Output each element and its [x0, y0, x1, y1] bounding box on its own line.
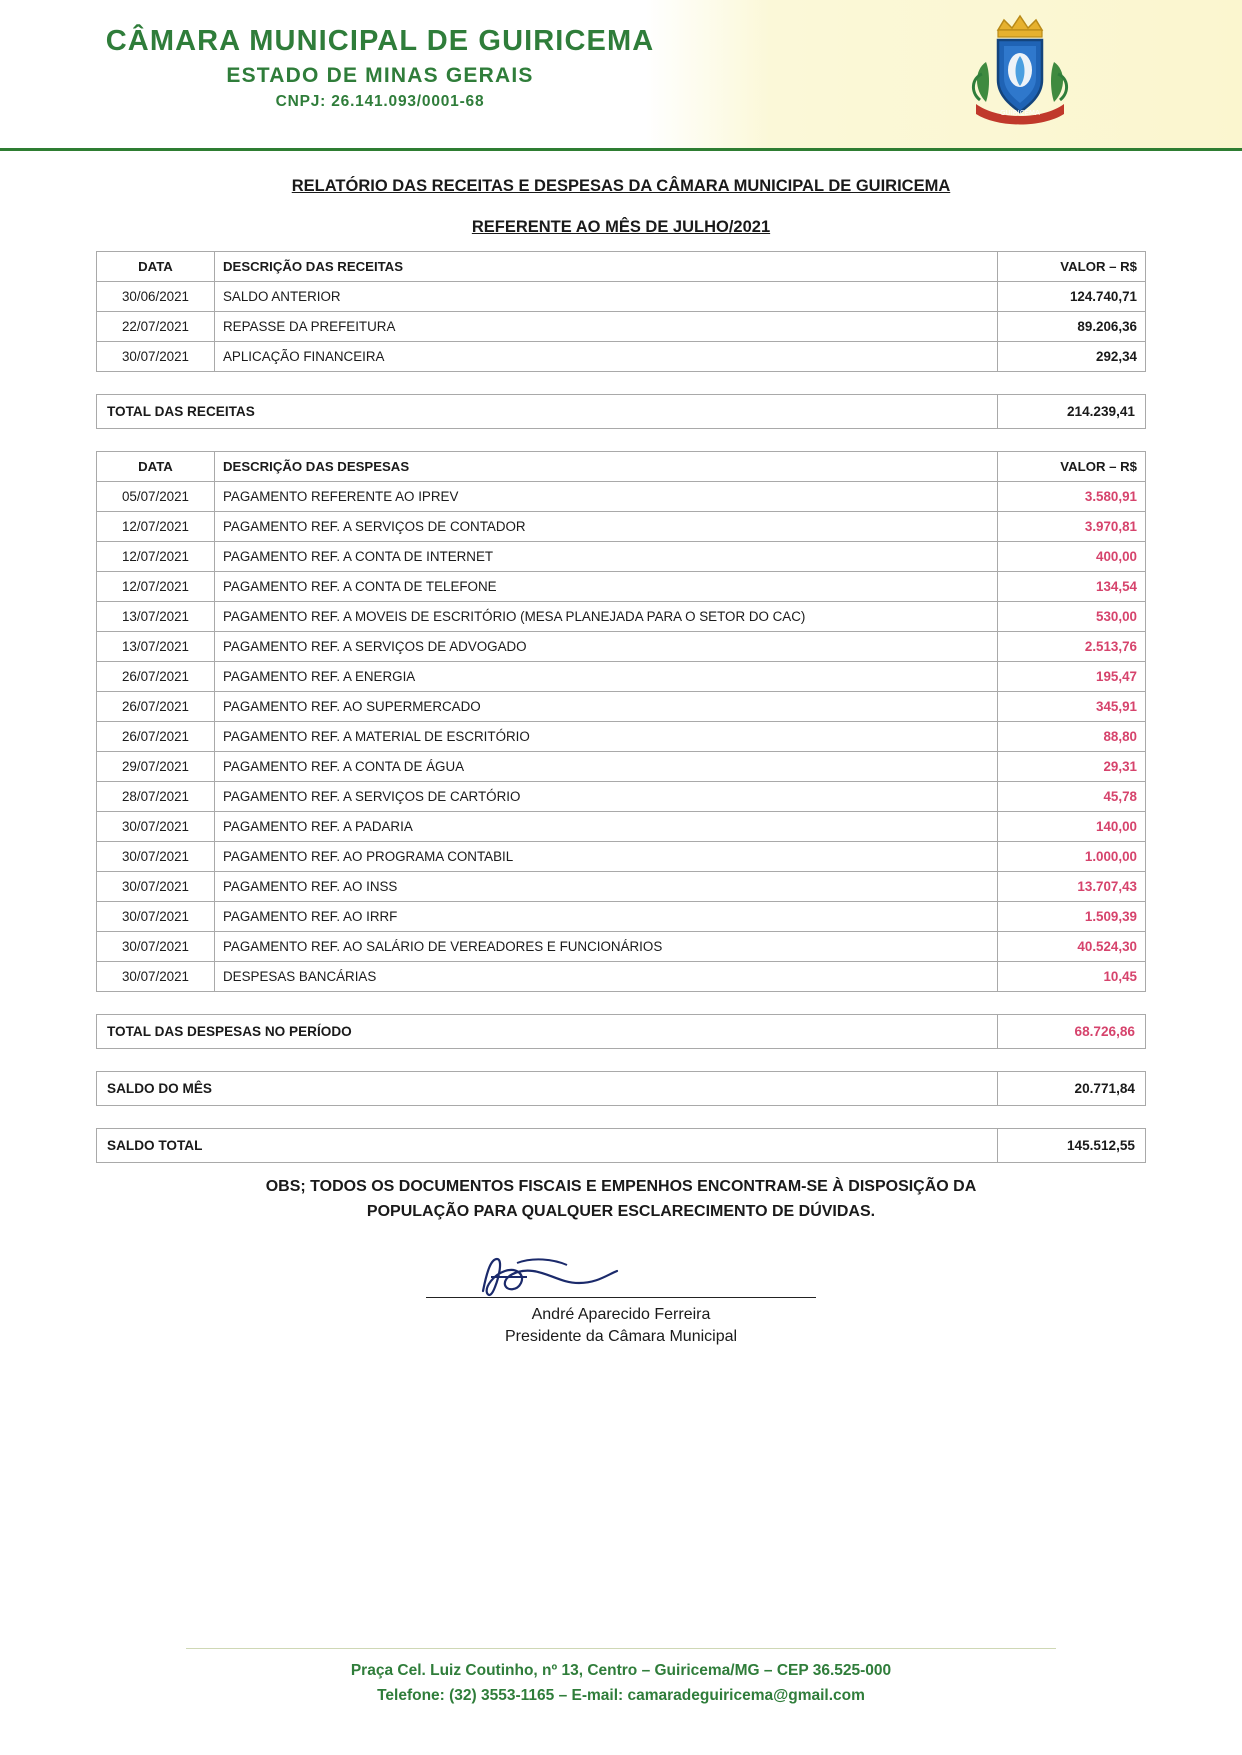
expenses-total-box	[96, 1014, 1146, 1049]
expense-desc: PAGAMENTO REF. A PADARIA	[215, 812, 998, 842]
letterhead	[0, 0, 1242, 151]
expense-date: 28/07/2021	[97, 782, 215, 812]
expense-date: 29/07/2021	[97, 752, 215, 782]
page-footer	[0, 1648, 1242, 1709]
table-row	[97, 872, 1146, 902]
total-balance-label: SALDO TOTAL	[97, 1129, 998, 1163]
table-row	[97, 395, 1146, 429]
expense-date: 13/07/2021	[97, 602, 215, 632]
total-balance-value: 145.512,55	[998, 1129, 1146, 1163]
expense-desc: PAGAMENTO REF. AO SUPERMERCADO	[215, 692, 998, 722]
observation-block	[96, 1175, 1146, 1225]
revenues-col-value: VALOR – R$	[998, 252, 1146, 282]
organization-state: ESTADO DE MINAS GERAIS	[226, 63, 534, 87]
table-row	[97, 602, 1146, 632]
expense-date: 30/07/2021	[97, 872, 215, 902]
revenue-desc: SALDO ANTERIOR	[215, 282, 998, 312]
expense-desc: PAGAMENTO REF. AO PROGRAMA CONTABIL	[215, 842, 998, 872]
expense-date: 12/07/2021	[97, 512, 215, 542]
expense-value: 400,00	[998, 542, 1146, 572]
expense-desc: PAGAMENTO REF. A CONTA DE TELEFONE	[215, 572, 998, 602]
expenses-col-desc: DESCRIÇÃO DAS DESPESAS	[215, 452, 998, 482]
table-row	[97, 662, 1146, 692]
expense-date: 30/07/2021	[97, 962, 215, 992]
table-row	[97, 1129, 1146, 1163]
signatory-role: Presidente da Câmara Municipal	[504, 1327, 738, 1345]
expense-value: 1.509,39	[998, 902, 1146, 932]
table-row	[97, 752, 1146, 782]
expense-desc: PAGAMENTO REF. A SERVIÇOS DE CONTADOR	[215, 512, 998, 542]
expense-desc: PAGAMENTO REF. A CONTA DE ÁGUA	[215, 752, 998, 782]
month-balance-value: 20.771,84	[998, 1072, 1146, 1106]
expense-desc: PAGAMENTO REF. A MOVEIS DE ESCRITÓRIO (MESA PLANEJADA PARA O SETOR DO CAC)	[215, 602, 998, 632]
revenues-header-row	[97, 252, 1146, 282]
revenues-col-desc: DESCRIÇÃO DAS RECEITAS	[215, 252, 998, 282]
expense-value: 140,00	[998, 812, 1146, 842]
organization-cnpj: CNPJ: 26.141.093/0001-68	[275, 92, 485, 110]
revenue-value: 124.740,71	[998, 282, 1146, 312]
report-title: RELATÓRIO DAS RECEITAS E DESPESAS DA CÂMARA MUNICIPAL DE GUIRICEMA	[291, 177, 951, 195]
revenues-total-box	[96, 394, 1146, 429]
svg-text:GUIRICEMA: GUIRICEMA	[1000, 109, 1040, 117]
expense-date: 30/07/2021	[97, 812, 215, 842]
table-row	[97, 312, 1146, 342]
expense-value: 1.000,00	[998, 842, 1146, 872]
table-row	[97, 282, 1146, 312]
table-row	[97, 572, 1146, 602]
revenue-desc: APLICAÇÃO FINANCEIRA	[215, 342, 998, 372]
revenue-date: 30/07/2021	[97, 342, 215, 372]
expense-desc: PAGAMENTO REF. A SERVIÇOS DE CARTÓRIO	[215, 782, 998, 812]
expense-date: 26/07/2021	[97, 692, 215, 722]
table-row	[97, 482, 1146, 512]
table-row	[97, 962, 1146, 992]
expenses-col-date: DATA	[97, 452, 215, 482]
expense-desc: PAGAMENTO REFERENTE AO IPREV	[215, 482, 998, 512]
expense-desc: PAGAMENTO REF. A ENERGIA	[215, 662, 998, 692]
month-balance-label: SALDO DO MÊS	[97, 1072, 998, 1106]
revenues-total-value: 214.239,41	[998, 395, 1146, 429]
table-row	[97, 812, 1146, 842]
revenue-value: 89.206,36	[998, 312, 1146, 342]
expense-value: 134,54	[998, 572, 1146, 602]
coat-of-arms-icon	[968, 8, 1072, 130]
revenue-desc: REPASSE DA PREFEITURA	[215, 312, 998, 342]
expense-value: 10,45	[998, 962, 1146, 992]
expense-value: 345,91	[998, 692, 1146, 722]
table-row	[97, 782, 1146, 812]
table-row	[97, 342, 1146, 372]
expense-value: 13.707,43	[998, 872, 1146, 902]
revenue-date: 30/06/2021	[97, 282, 215, 312]
signatory-name: André Aparecido Ferreira	[531, 1305, 711, 1323]
expense-desc: PAGAMENTO REF. AO INSS	[215, 872, 998, 902]
expense-date: 05/07/2021	[97, 482, 215, 512]
expense-desc: PAGAMENTO REF. AO IRRF	[215, 902, 998, 932]
expense-value: 3.970,81	[998, 512, 1146, 542]
expense-value: 195,47	[998, 662, 1146, 692]
revenue-date: 22/07/2021	[97, 312, 215, 342]
expense-value: 40.524,30	[998, 932, 1146, 962]
table-row	[97, 722, 1146, 752]
observation-line-2: POPULAÇÃO PARA QUALQUER ESCLARECIMENTO DE DÚVIDAS.	[366, 1202, 876, 1220]
expense-desc: PAGAMENTO REF. AO SALÁRIO DE VEREADORES E FUNCIONÁRIOS	[215, 932, 998, 962]
report-subtitle: REFERENTE AO MÊS DE JULHO/2021	[471, 218, 771, 236]
table-row	[97, 632, 1146, 662]
table-row	[97, 692, 1146, 722]
footer-address: Praça Cel. Luiz Coutinho, nº 13, Centro – Guiricema/MG – CEP 36.525-000	[350, 1662, 892, 1680]
handwritten-signature-icon	[96, 1251, 1146, 1297]
expense-date: 12/07/2021	[97, 572, 215, 602]
expenses-total-value: 68.726,86	[998, 1015, 1146, 1049]
revenues-total-label: TOTAL DAS RECEITAS	[97, 395, 998, 429]
document-body	[0, 177, 1242, 1346]
expense-value: 2.513,76	[998, 632, 1146, 662]
total-balance-box	[96, 1128, 1146, 1163]
month-balance-box	[96, 1071, 1146, 1106]
revenue-value: 292,34	[998, 342, 1146, 372]
revenues-col-date: DATA	[97, 252, 215, 282]
expense-date: 30/07/2021	[97, 932, 215, 962]
expenses-col-value: VALOR – R$	[998, 452, 1146, 482]
expense-date: 30/07/2021	[97, 842, 215, 872]
expense-value: 530,00	[998, 602, 1146, 632]
expense-date: 13/07/2021	[97, 632, 215, 662]
expense-date: 26/07/2021	[97, 722, 215, 752]
expense-date: 12/07/2021	[97, 542, 215, 572]
table-row	[97, 512, 1146, 542]
expense-desc: DESPESAS BANCÁRIAS	[215, 962, 998, 992]
expenses-total-label: TOTAL DAS DESPESAS NO PERÍODO	[97, 1015, 998, 1049]
table-row	[97, 902, 1146, 932]
expense-desc: PAGAMENTO REF. A MATERIAL DE ESCRITÓRIO	[215, 722, 998, 752]
expense-desc: PAGAMENTO REF. A SERVIÇOS DE ADVOGADO	[215, 632, 998, 662]
table-row	[97, 542, 1146, 572]
expense-value: 88,80	[998, 722, 1146, 752]
table-row	[97, 842, 1146, 872]
expense-date: 26/07/2021	[97, 662, 215, 692]
expense-value: 3.580,91	[998, 482, 1146, 512]
footer-divider	[186, 1648, 1056, 1649]
organization-title: CÂMARA MUNICIPAL DE GUIRICEMA	[105, 25, 655, 57]
footer-contact: Telefone: (32) 3553-1165 – E-mail: camaradeguiricema@gmail.com	[377, 1687, 865, 1705]
table-row	[97, 1072, 1146, 1106]
table-row	[97, 932, 1146, 962]
table-row	[97, 1015, 1146, 1049]
letterhead-texts	[0, 26, 760, 111]
observation-line-1: OBS; TODOS OS DOCUMENTOS FISCAIS E EMPENHOS ENCONTRAM-SE À DISPOSIÇÃO DA	[265, 1178, 977, 1195]
revenues-table	[96, 251, 1146, 372]
expenses-table	[96, 451, 1146, 992]
expense-date: 30/07/2021	[97, 902, 215, 932]
expense-value: 45,78	[998, 782, 1146, 812]
signature-block	[96, 1251, 1146, 1346]
expenses-header-row	[97, 452, 1146, 482]
expense-desc: PAGAMENTO REF. A CONTA DE INTERNET	[215, 542, 998, 572]
expense-value: 29,31	[998, 752, 1146, 782]
